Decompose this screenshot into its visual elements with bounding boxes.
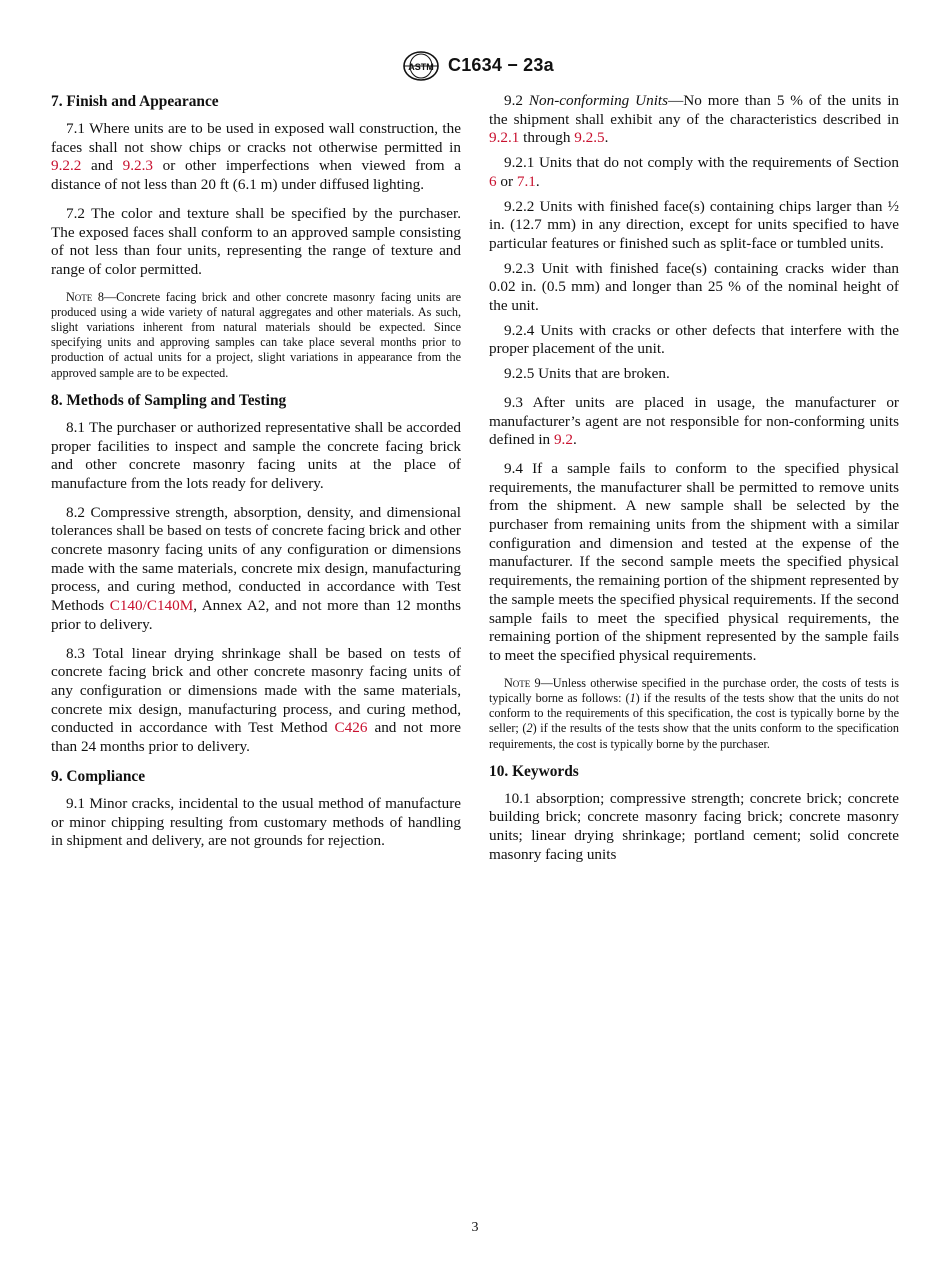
paragraph-9-3: 9.3 After units are placed in usage, the manufacturer or manufacturer’s agent are not responsible for non-conforming units defined in 9.2. (489, 393, 899, 449)
paragraph-9-2: 9.2 Non-conforming Units—No more than 5 % of the units in the shipment shall exhibit any of the characteristics described in 9.2.1 through 9.2.5. (489, 92, 900, 147)
svg-text:ASTM: ASTM (408, 62, 434, 72)
section-7-heading: 7. Finish and Appearance (51, 93, 219, 110)
paragraph-7-2: 7.2 The color and texture shall be specified by the purchaser. The exposed faces shall conform to an approved sample consisting of not less than four units, representing the range of texture and range of color permitted. (51, 204, 461, 278)
link-9-2-2[interactable]: 9.2.2 (51, 157, 82, 175)
page-header (0, 50, 950, 90)
paragraph-9-4: 9.4 If a sample fails to conform to the specified physical requirements, the manufacturer shall be permitted to remove units from the shipment. A new sample shall be selected by the purchaser from remaining units from the shipment with a similar configuration and dimension and tested at the expense of the manufacturer. If the second sample meets the specified physical requirements, the remaining portion of the shipment represented by the sample meets the specified physical requirements. If the second sample fails to meet the specified physical requirements, the remaining portion of the shipment represented by the sample fails to meet the specified physical requirements. (489, 459, 899, 664)
link-9-2[interactable]: 9.2 (553, 431, 573, 449)
document-id: C1634 − 23a (448, 55, 554, 75)
paragraph-9-2-4: 9.2.4 Units with cracks or other defects that interfere with the proper placement of the unit. (489, 321, 899, 358)
left-column (51, 92, 461, 857)
paragraph-10-1: 10.1 absorption; compressive strength; concrete brick; concrete building brick; concrete masonry facing brick; concrete masonry units; linear drying shrinkage; portland cement; solid concrete masonry facing units (489, 789, 899, 863)
section-8-heading: 8. Methods of Sampling and Testing (51, 391, 287, 409)
link-9-2-3[interactable]: 9.2.3 (122, 157, 153, 175)
paragraph-9-2-2: 9.2.2 Units with finished face(s) containing chips larger than ½ in. (12.7 mm) in any direction, except for units specified to have particular features or finished such as split-face or tumbled units. (489, 197, 899, 252)
paragraph-9-2-1: 9.2.1 Units that do not comply with the requirements of Section 6 or 7.1. (489, 154, 899, 190)
link-9-2-5[interactable]: 9.2.5 (574, 129, 605, 147)
link-section-6[interactable]: 6 (489, 172, 497, 190)
paragraph-8-3: 8.3 Total linear drying shrinkage shall be based on tests of concrete facing brick and other concrete masonry facing units of any configuration or dimensions made with the same materials, concrete mix design, manufacturing process, and curing method, conducted in accordance with Test Method C426 and not more than 24 months prior to delivery. (51, 644, 461, 756)
astm-logo-icon (402, 50, 440, 82)
link-9-2-1[interactable]: 9.2.1 (489, 129, 520, 147)
paragraph-8-1: 8.1 The purchaser or authorized representative shall be accorded proper facilities to inspect and sample the concrete facing brick and other concrete masonry facing units at the place of manufacture from the lots ready for delivery. (51, 418, 461, 492)
link-7-1[interactable]: 7.1 (516, 172, 536, 190)
right-column (489, 92, 899, 871)
link-c140[interactable]: C140/C140M (109, 597, 194, 615)
paragraph-9-1: 9.1 Minor cracks, incidental to the usual method of manufacture or minor chipping resulting from customary methods of handling in shipment and delivery, are not grounds for rejection. (51, 794, 461, 850)
note-9: Note 9—Unless otherwise specified in the purchase order, the costs of tests is typically borne as follows: (1) if the results of the tests show that the units do not conform to the requirements of this specification, the cost is typically borne by the seller; (2) if the results of the tests show that the units conform to the specification requirements, the cost is typically borne by the purchaser. (489, 675, 899, 751)
paragraph-9-2-5: 9.2.5 Units that are broken. (504, 365, 670, 383)
paragraph-8-2: 8.2 Compressive strength, absorption, density, and dimensional tolerances shall be based on tests of concrete facing brick and other concrete masonry facing units of any configuration or dimensions made with the same materials, concrete mix design, manufacturing process, and curing method, conducted in accordance with Test Methods C140/C140M, Annex A2, and not more than 12 months prior to delivery. (51, 503, 461, 633)
section-10-heading: 10. Keywords (489, 762, 579, 780)
link-c426[interactable]: C426 (334, 719, 368, 737)
note-8: Note 8—Concrete facing brick and other concrete masonry facing units are produced using a wide variety of natural aggregates and other materials. As such, slight variations inherent from natural materials should be expected. Since specifying units and approving samples can take place several months prior to production of actual units for a project, slight variations in appearance from the approved sample are to be expected. (51, 289, 461, 380)
page-number: 3 (471, 1220, 479, 1235)
section-9-heading: 9. Compliance (51, 767, 146, 785)
paragraph-7-1: 7.1 Where units are to be used in exposed wall construction, the faces shall not show chips or cracks not otherwise permitted in 9.2.2 and 9.2.3 or other imperfections when viewed from a distance of not less than 20 ft (6.1 m) under diffused lighting. (51, 120, 461, 194)
paragraph-9-2-3: 9.2.3 Unit with finished face(s) containing cracks wider than 0.02 in. (0.5 mm) and longer than 25 % of the nominal height of the unit. (489, 259, 899, 315)
